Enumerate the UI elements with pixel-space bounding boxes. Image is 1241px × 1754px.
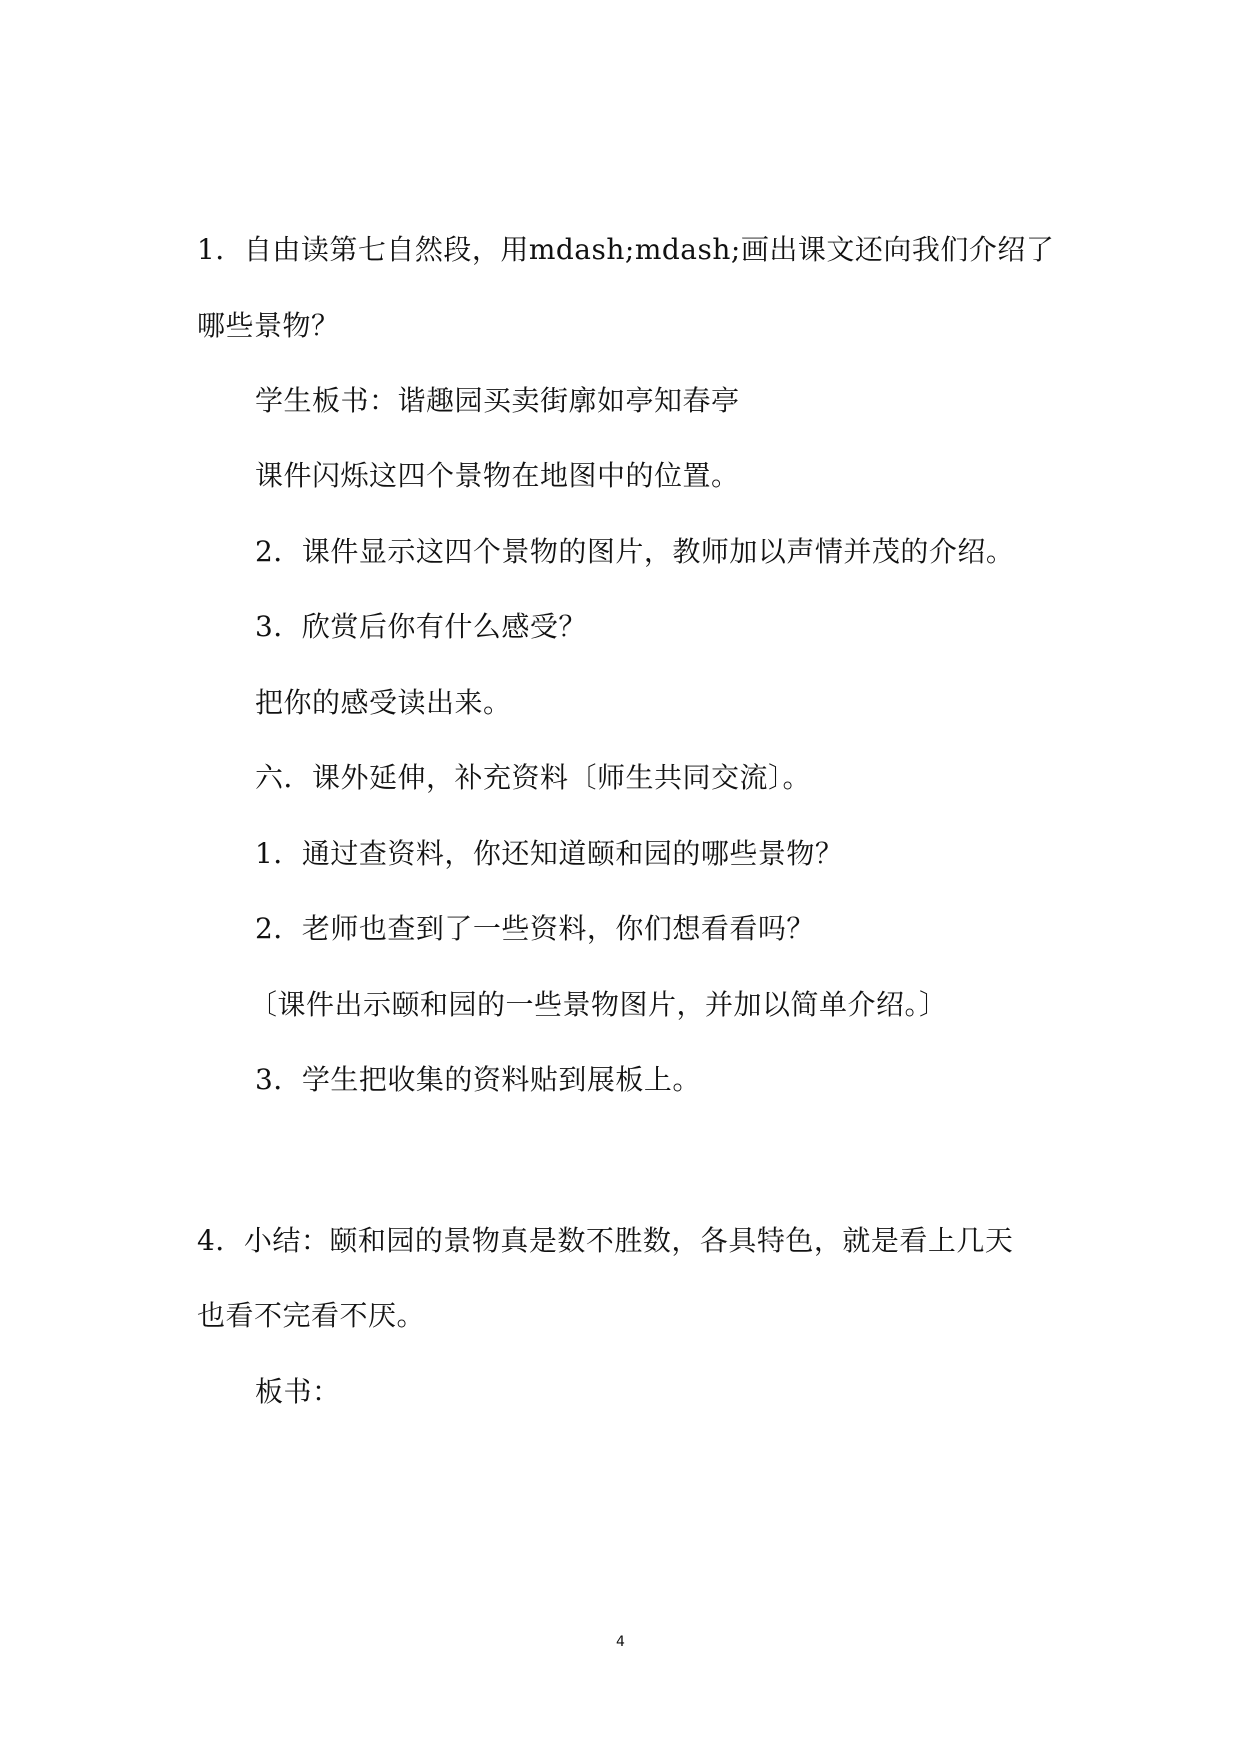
paragraph-board-notes: 学生板书：谐趣园买卖街廓如亭知春亭 [255, 384, 740, 417]
paragraph-courseware-note: 〔课件出示颐和园的一些景物图片，并加以简单介绍。〕 [249, 988, 948, 1021]
paragraph-six-1: 1．通过查资料，你还知道颐和园的哪些景物？ [255, 837, 844, 870]
paragraph-3: 3．欣赏后你有什么感受？ [255, 610, 587, 643]
paragraph-1-line-1: 1．自由读第七自然段，用mdash;mdash;画出课文还向我们介绍了 [197, 233, 1055, 266]
paragraph-six-2: 2．老师也查到了一些资料，你们想看看吗？ [255, 912, 815, 945]
section-heading-six: 六．课外延伸，补充资料〔师生共同交流〕。 [255, 761, 812, 794]
paragraph-six-3: 3．学生把收集的资料贴到展板上。 [255, 1063, 701, 1096]
page-number: 4 [616, 1634, 625, 1650]
paragraph-4-line-2: 也看不完看不厌。 [197, 1299, 426, 1332]
board-writing-label: 板书： [255, 1375, 341, 1408]
paragraph-read-aloud: 把你的感受读出来。 [255, 686, 512, 719]
paragraph-1-line-2: 哪些景物？ [197, 309, 340, 342]
paragraph-2: 2．课件显示这四个景物的图片，教师加以声情并茂的介绍。 [255, 535, 1015, 568]
paragraph-courseware-flash: 课件闪烁这四个景物在地图中的位置。 [255, 459, 740, 492]
paragraph-4-line-1: 4．小结：颐和园的景物真是数不胜数，各具特色，就是看上几天 [197, 1224, 1014, 1257]
